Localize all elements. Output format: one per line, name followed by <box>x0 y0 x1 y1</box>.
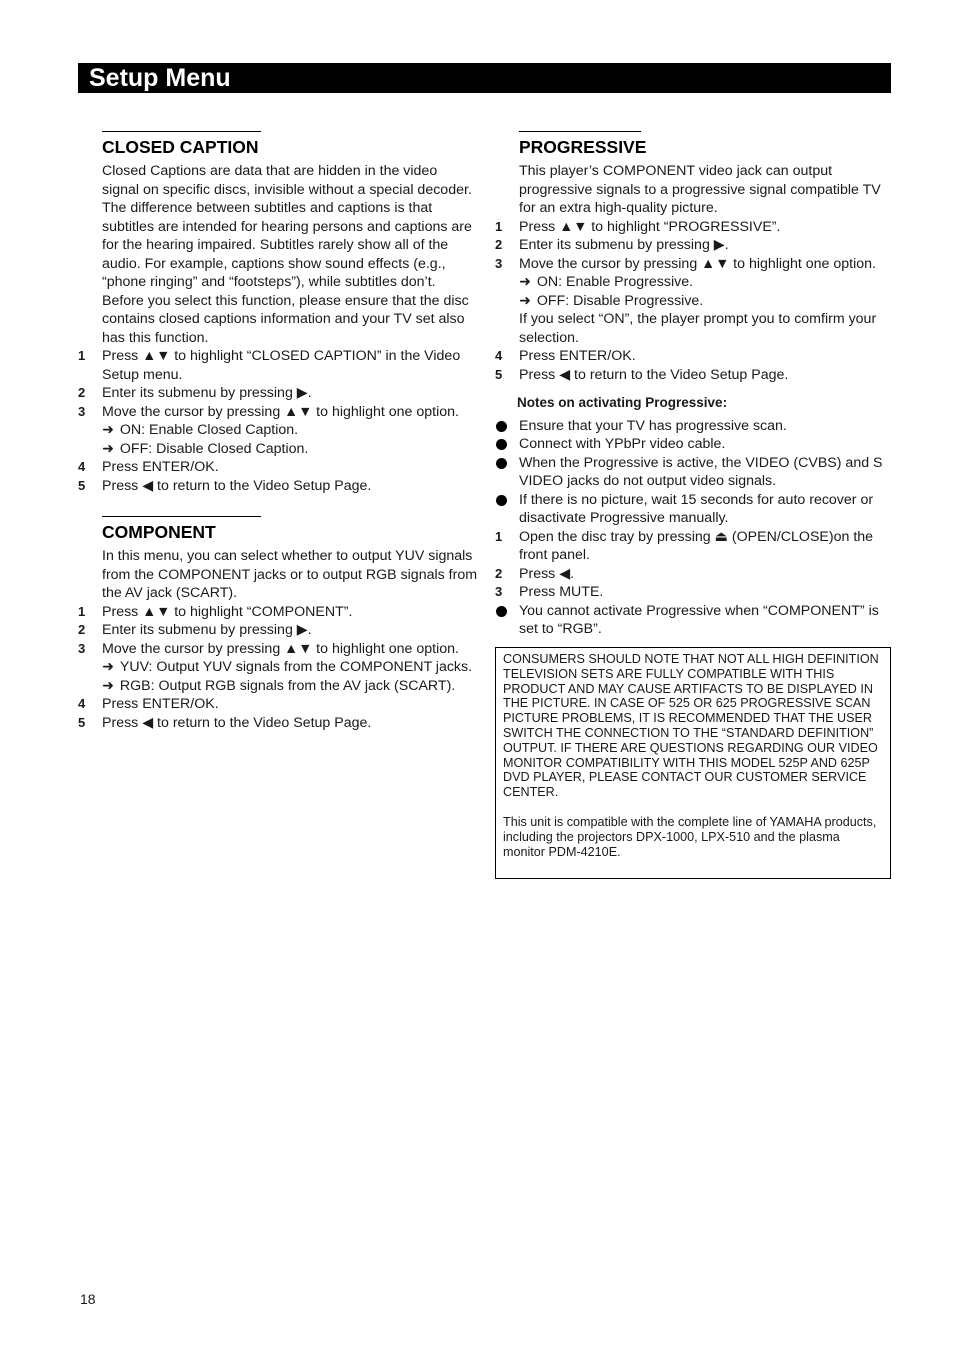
arrow-icon: ➜ <box>519 292 531 309</box>
step-text: Enter its submenu by pressing ▶. <box>102 622 312 638</box>
note-item <box>495 454 895 491</box>
arrow-icon: ➜ <box>102 440 114 457</box>
step-number: 2 <box>78 385 86 400</box>
note-text: You cannot activate Progressive when “COMPONENT” is set to “RGB”. <box>519 602 879 637</box>
component-heading: COMPONENT <box>102 522 216 542</box>
step-item <box>78 621 478 640</box>
closed-caption-intro-2: Before you select this function, please ensure that the disc contains closed captions information and your TV set also has this function. <box>102 292 469 346</box>
step-item <box>78 695 478 714</box>
step-number: 1 <box>78 603 86 619</box>
step-number: 2 <box>495 565 503 581</box>
notice-warning: CONSUMERS SHOULD NOTE THAT NOT ALL HIGH DEFINITION TELEVISION SETS ARE FULLY COMPATIBLE WITH THIS PRODUCT AND MAY CAUSE ARTIFACTS TO BE DISPLAYED IN THE PICTURE. IN CASE OF 525 OR 625 PROGRESSIVE SCAN PICTURE PROBLEMS, IT IS RECOMMENDED THAT THE USER SWITCH THE CONNECTION TO THE “STANDARD DEFINITION” OUTPUT. IF THERE ARE QUESTIONS REGARDING OUR VIDEO MONITOR COMPATIBILITY WITH THIS MODEL 525P AND 625P DVD PLAYER, PLEASE CONTACT OUR CUSTOMER SERVICE CENTER. <box>503 652 879 800</box>
step-item <box>495 528 895 565</box>
step-text: Press ◀ to return to the Video Setup Page. <box>102 477 372 494</box>
step-text: Press ◀ to return to the Video Setup Page. <box>519 366 789 383</box>
step-text: Move the cursor by pressing ▲▼ to highlight one option. <box>519 255 876 272</box>
bullet-icon <box>496 439 507 450</box>
notes-heading: Notes on activating Progressive: <box>517 395 728 410</box>
step-text: Press ◀. <box>519 565 575 582</box>
progressive-section <box>495 131 895 639</box>
step-item <box>495 347 895 366</box>
step-item <box>495 583 895 602</box>
step-text: Press ENTER/OK. <box>102 696 219 712</box>
step-item <box>78 477 478 496</box>
step-number: 4 <box>78 459 86 474</box>
step-item <box>495 565 895 584</box>
step-item <box>78 403 478 422</box>
option-item <box>495 292 895 311</box>
note-text: Ensure that your TV has progressive scan. <box>519 417 787 434</box>
page-title: Setup Menu <box>78 63 891 93</box>
section-rule <box>102 516 261 517</box>
notice-compatibility: This unit is compatible with the complete line of YAMAHA products, including the projectors DPX-1000, LPX-510 and the plasma monitor PDM-4210E. <box>503 814 877 859</box>
bullet-icon <box>496 606 507 617</box>
right-column <box>495 131 895 639</box>
option-item <box>78 658 478 677</box>
progressive-heading: PROGRESSIVE <box>519 137 647 157</box>
step-text: Move the cursor by pressing ▲▼ to highlight one option. <box>102 403 459 420</box>
step-number: 4 <box>78 696 86 711</box>
section-rule <box>102 131 261 132</box>
closed-caption-heading: CLOSED CAPTION <box>102 137 259 157</box>
left-column <box>78 131 478 732</box>
step-number: 2 <box>78 622 86 637</box>
option-text: ON: Enable Progressive. <box>536 274 694 290</box>
step-item <box>495 218 895 237</box>
arrow-icon: ➜ <box>102 677 114 694</box>
step-item <box>495 366 895 385</box>
step-number: 3 <box>495 584 503 599</box>
bullet-icon <box>496 495 507 506</box>
step-item <box>495 255 895 274</box>
closed-caption-intro: Closed Captions are data that are hidden in the video signal on specific discs, invisible without a special decoder. The difference between subtitles and captions is that subtitles are intended for hearing persons and captions are for the hearing impaired. Subtitles rarely show all of the audio. For example, captions show sound effects (e.g., “phone ringing” and “footsteps”), while subtitles don’t. <box>102 163 472 290</box>
note-item <box>495 602 895 639</box>
component-intro: In this menu, you can select whether to output YUV signals from the COMPONENT jacks or to output RGB signals from the AV jack (SCART). <box>102 548 478 601</box>
bullet-icon <box>496 421 507 432</box>
option-item <box>78 440 478 459</box>
compatibility-notice-box <box>495 647 891 879</box>
page-number: 18 <box>80 1291 96 1307</box>
note-item <box>495 435 895 454</box>
step-text: Press ◀ to return to the Video Setup Page. <box>102 714 372 731</box>
step-number: 5 <box>495 366 503 382</box>
option-item <box>78 677 478 696</box>
step-number: 2 <box>495 237 503 252</box>
note-text: When the Progressive is active, the VIDEO (CVBS) and S VIDEO jacks do not output video signals. <box>519 454 883 489</box>
option-text: OFF: Disable Progressive. <box>536 292 704 309</box>
option-text: YUV: Output YUV signals from the COMPONENT jacks. <box>119 659 473 675</box>
option-item <box>495 273 895 292</box>
note-item <box>495 417 895 436</box>
option-text: RGB: Output RGB signals from the AV jack (SCART). <box>119 677 456 694</box>
section-rule <box>519 131 641 132</box>
note-text: Connect with YPbPr video cable. <box>519 436 726 452</box>
note-item <box>495 491 895 528</box>
step-text: Press ▲▼ to highlight “PROGRESSIVE”. <box>519 218 781 235</box>
step-number: 3 <box>78 403 86 419</box>
option-item <box>78 421 478 440</box>
progressive-intro: This player’s COMPONENT video jack can output progressive signals to a progressive signal compatible TV for an extra high-quality picture. <box>519 163 881 216</box>
step-item <box>495 236 895 255</box>
step-text: Press ▲▼ to highlight “COMPONENT”. <box>102 603 353 620</box>
step-number: 4 <box>495 348 503 363</box>
step-text: Press MUTE. <box>519 584 604 600</box>
step-number: 1 <box>495 528 503 544</box>
step-text: Press ▲▼ to highlight “CLOSED CAPTION” in the Video Setup menu. <box>102 348 461 383</box>
arrow-icon: ➜ <box>102 659 114 675</box>
step-number: 5 <box>78 714 86 730</box>
step-number: 3 <box>78 640 86 656</box>
step-item <box>78 347 478 384</box>
step-text: Move the cursor by pressing ▲▼ to highlight one option. <box>102 640 459 657</box>
step-text: Open the disc tray by pressing ⏏ (OPEN/CLOSE)on the front panel. <box>519 528 874 563</box>
arrow-icon: ➜ <box>102 422 114 438</box>
confirm-note: If you select “ON”, the player prompt you to comfirm your selection. <box>519 311 877 346</box>
arrow-icon: ➜ <box>519 274 531 290</box>
step-item <box>78 640 478 659</box>
step-number: 1 <box>495 218 503 234</box>
step-item <box>78 714 478 733</box>
step-text: Press ENTER/OK. <box>519 348 636 364</box>
step-item <box>78 603 478 622</box>
step-text: Press ENTER/OK. <box>102 459 219 475</box>
note-text: If there is no picture, wait 15 seconds for auto recover or disactivate Progressive manually. <box>519 491 874 526</box>
bullet-icon <box>496 458 507 469</box>
closed-caption-section <box>78 131 478 495</box>
component-section <box>78 516 478 732</box>
step-text: Enter its submenu by pressing ▶. <box>102 385 312 401</box>
step-number: 1 <box>78 348 86 363</box>
step-text: Enter its submenu by pressing ▶. <box>519 237 729 253</box>
step-number: 5 <box>78 477 86 493</box>
step-item <box>78 384 478 403</box>
step-item <box>78 458 478 477</box>
option-text: OFF: Disable Closed Caption. <box>119 440 309 457</box>
step-number: 3 <box>495 255 503 271</box>
option-text: ON: Enable Closed Caption. <box>119 422 299 438</box>
